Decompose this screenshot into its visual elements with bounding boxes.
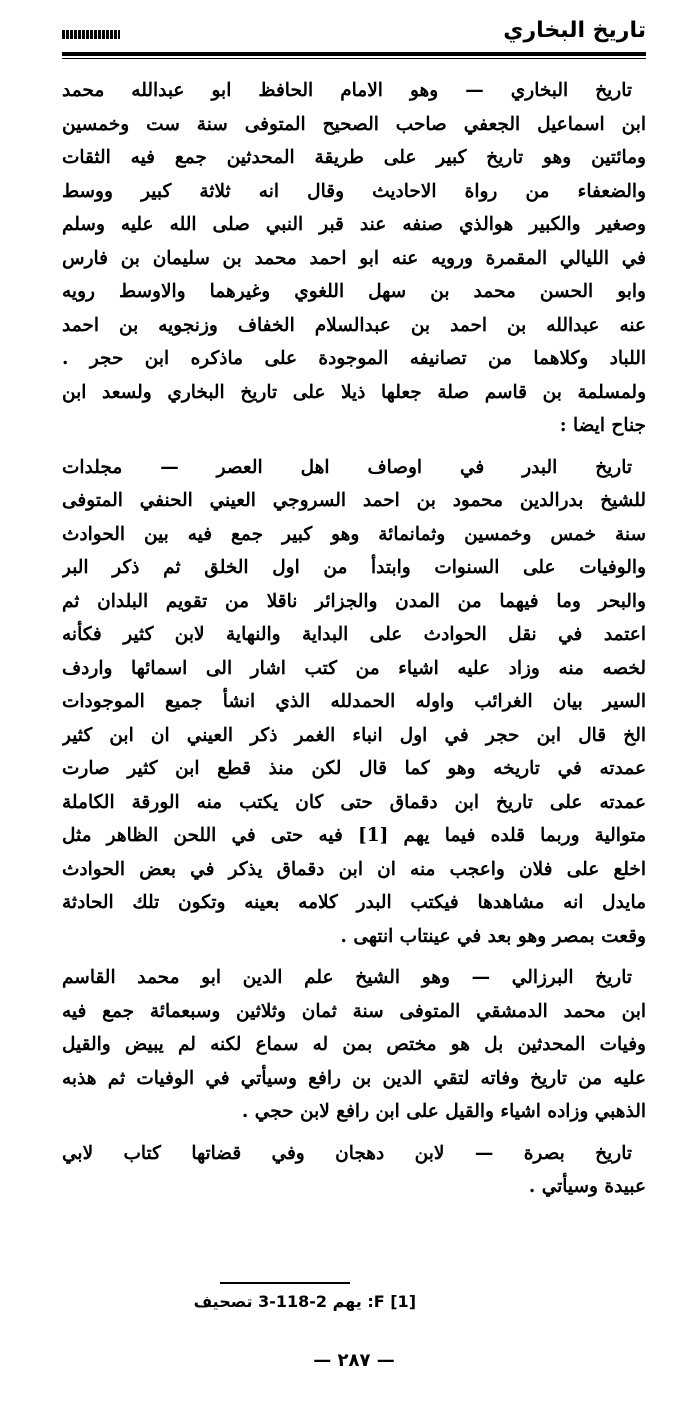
text-line: ومائتين وهو تاريخ كبير على طريقة المحدثين جمع فيه الثقات	[62, 147, 646, 168]
text-line: ابن محمد الدمشقي المتوفى سنة ثمان وثلاثين وسبعمائة جمع فيه	[62, 1000, 646, 1022]
text-line: الذهبي وزاده اشياء والقيل على ابن رافع لابن حجي .	[241, 1101, 646, 1122]
text-line: والوفيات على السنوات وابتدأ من اول الخلق ثم ذكر البر	[62, 557, 646, 578]
text-line: جناح ايضا :	[559, 415, 646, 436]
text-line: تاريخ البرزالي — وهو الشيخ علم الدين ابو محمد القاسم	[62, 967, 632, 988]
running-title: تاريخ البخاري	[503, 18, 646, 43]
footnote: [1] F: يهم 2-118-3 تصحيف	[193, 1292, 416, 1311]
text-line: تاريخ البخاري — وهو الامام الحافظ ابو عبدالله محمد	[62, 80, 632, 101]
book-page	[62, 18, 646, 1388]
text-line: السير بيان الغرائب واوله الحمدلله الذي انشأ جميع الموجودات	[62, 691, 646, 712]
text-line: متوالية وربما قلده فيما يهم [1] فيه حتى في اللحن الظاهر مثل	[62, 825, 646, 846]
page-number: — ٢٨٧ —	[313, 1350, 395, 1371]
text-line: ابن اسماعيل الجعفي صاحب الصحيح المتوفى سنة ست وخمسين	[62, 113, 646, 135]
header-rule-thick	[62, 52, 646, 56]
text-line: مايدل انه مشاهدها فيكتب البدر كلامه بعينه وتكون تلك الحادثة	[62, 892, 646, 913]
text-line: لخصه منه وزاد عليه اشياء من كتب اشار الى اسمائها واردف	[62, 657, 646, 679]
page-header	[62, 18, 646, 58]
text-line: وصغير والكبير هوالذي صنفه عند قبر النبي صلى الله عليه وسلم	[62, 214, 646, 235]
text-line: عليه من تاريخ وفاته لتقي الدين بن رافع وسيأتي في الوفيات ثم هذبه	[62, 1067, 646, 1089]
footnote-rule	[220, 1282, 350, 1284]
text-line: اعتمد في نقل الحوادث على البداية والنهاية لابن كثير فكأنه	[62, 624, 646, 645]
text-line: تاريخ البدر في اوصاف اهل العصر — مجلدات	[62, 456, 632, 478]
entry-tarikh-al-bukhari	[62, 74, 646, 443]
text-line: اللباد وكلاهما من تصانيفه الموجودة على ماذكره ابن حجر .	[62, 348, 646, 369]
text-line: الخ قال ابن حجر في اول انباء الغمر ذكر العيني ان ابن كثير	[62, 724, 646, 746]
text-line: سنة خمس وخمسين وثمانمائة وهو كبير جمع فيه بين الحوادث	[62, 523, 646, 545]
text-line: عمدته على تاريخ ابن دقماق حتى كان يكتب منه الورقة الكاملة	[62, 791, 646, 813]
body-text	[62, 74, 646, 1204]
text-line: والبحر وما فيهما من المدن والجزائر ناقلا من تقويم البلدان ثم	[62, 590, 646, 612]
text-line: والضعفاء من رواة الاحاديث وقال انه ثلاثة كبير ووسط	[62, 180, 646, 202]
entry-tarikh-al-badr	[62, 451, 646, 954]
entry-tarikh-al-birzali	[62, 961, 646, 1129]
text-line: عمدته في تاريخه وهو كما قال لكن منذ قطع ابن كثير صارت	[62, 758, 646, 779]
text-line: في الليالي المقمرة ورويه عنه ابو احمد محمد بن سليمان بن فارس	[62, 247, 646, 269]
text-line: وفيات المحدثين بل هو مختص بمن له سماع لكنه لم يبيض والقيل	[62, 1034, 646, 1055]
text-line: ولمسلمة بن قاسم صلة جعلها ذيلا على تاريخ البخاري ولسعد ابن	[62, 381, 646, 403]
text-line: وقعت بمصر وهو بعد في عينتاب انتهى .	[340, 925, 646, 947]
text-line: عنه عبدالله بن احمد بن عبدالسلام الخفاف وزنجويه بن احمد	[62, 314, 646, 336]
text-line: اخلع على فلان واعجب منه ان ابن دقماق يذكر في بعض الحوادث	[62, 858, 646, 880]
entry-tarikh-basra	[62, 1137, 646, 1204]
text-line: تاريخ بصرة — لابن دهجان وفي قضاتها كتاب لابي	[62, 1142, 632, 1164]
header-ornament	[62, 30, 120, 39]
text-line: عبيدة وسيأتي .	[528, 1176, 646, 1197]
text-line: وابو الحسن محمد بن سهل اللغوي وغيرهما والاوسط رويه	[62, 281, 646, 302]
text-line: للشيخ بدرالدين محمود بن احمد السروجي العيني الحنفي المتوفى	[62, 490, 646, 511]
header-rule-thin	[62, 58, 646, 59]
